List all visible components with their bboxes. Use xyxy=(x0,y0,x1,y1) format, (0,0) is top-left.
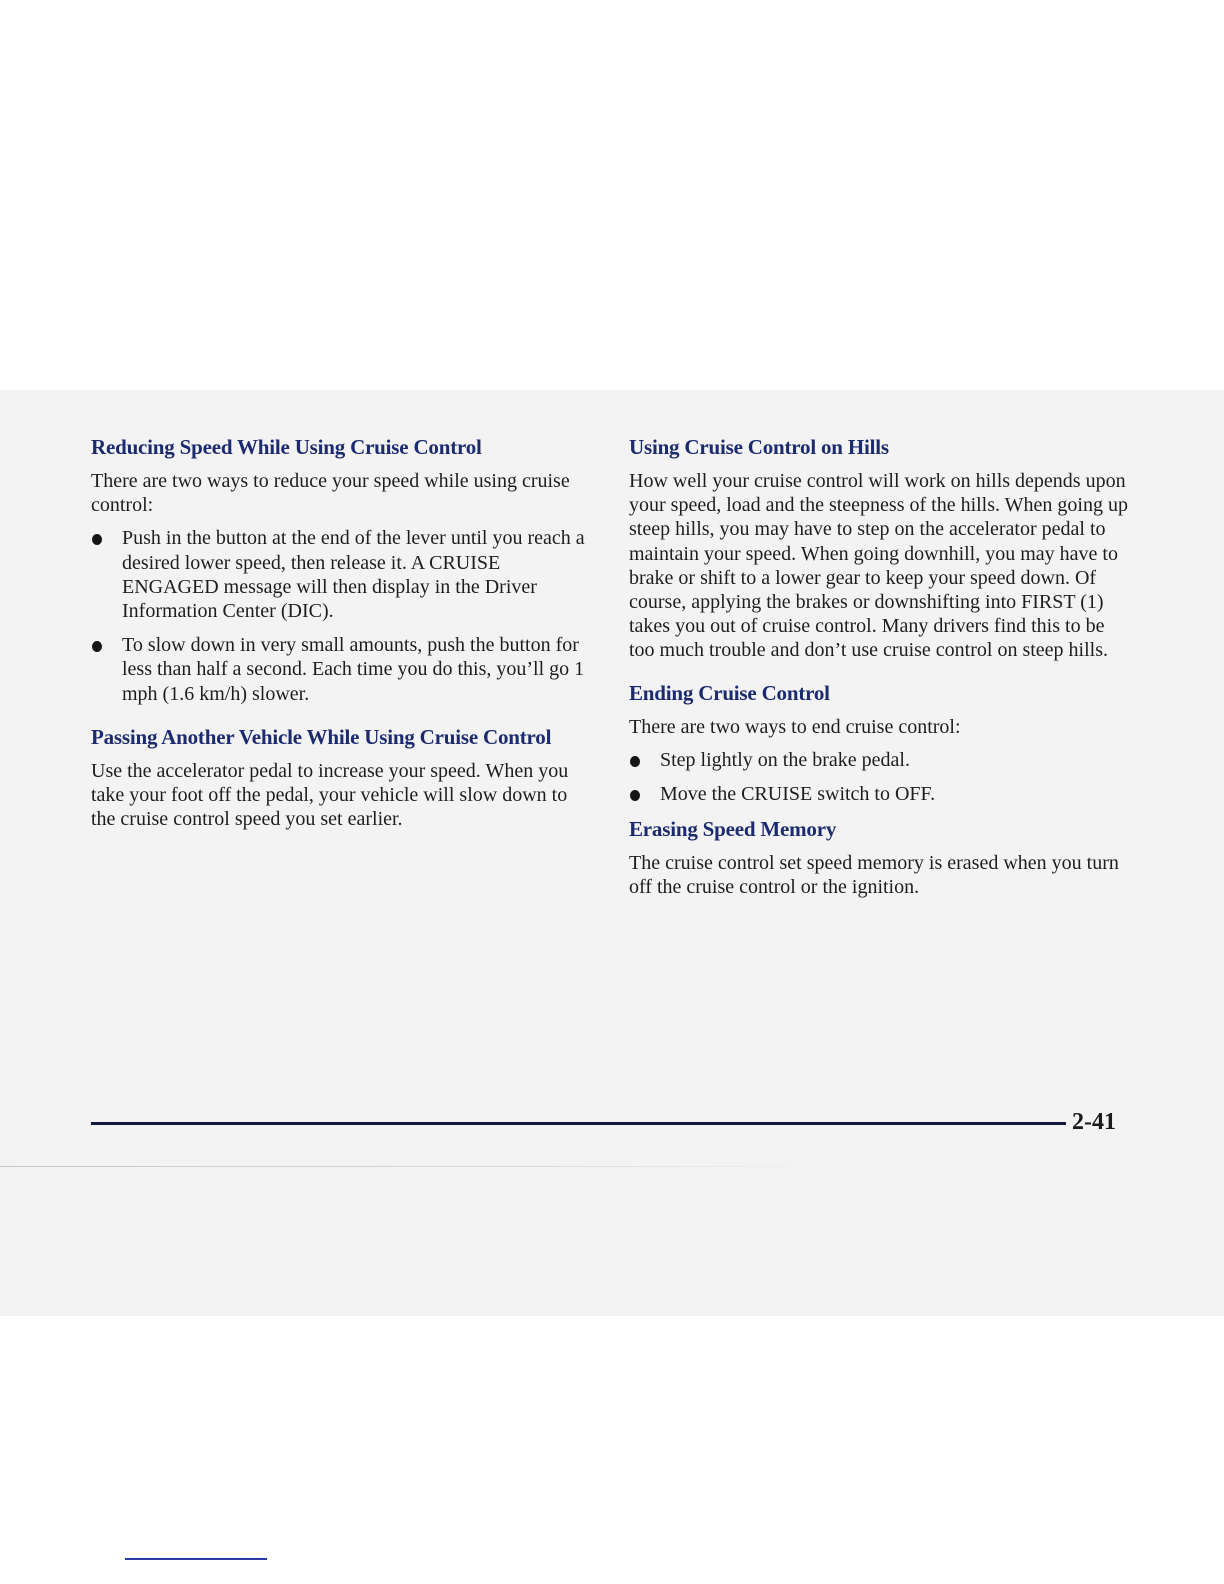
heading-cruise-hills: Using Cruise Control on Hills xyxy=(629,435,889,459)
bullet-icon xyxy=(92,534,102,545)
bottom-link-rule xyxy=(125,1558,267,1560)
erasing-memory-body: The cruise control set speed memory is erased when you turn off the cruise control or the ignition. xyxy=(629,852,1119,899)
reducing-speed-list xyxy=(91,526,591,705)
scan-artifact-line xyxy=(0,1166,840,1167)
section-spacer xyxy=(91,716,591,724)
heading-passing-vehicle: Passing Another Vehicle While Using Cruise Control xyxy=(91,724,552,749)
passing-vehicle-body: Use the accelerator pedal to increase your speed. When you take your foot off the pedal, your vehicle will slow down to the cruise control speed you set earlier. xyxy=(91,759,569,831)
ending-cruise-list xyxy=(629,748,1129,806)
footer-rule xyxy=(91,1122,1066,1125)
list-item-text: Push in the button at the end of the lever until you reach a desired lower speed, then release it. A CRUISE ENGAGED message will then display in the Driver Information Center (DIC). xyxy=(122,527,585,623)
section-spacer xyxy=(629,672,1129,680)
list-item xyxy=(629,748,1129,772)
list-item xyxy=(629,782,1129,806)
bullet-icon xyxy=(92,641,102,652)
left-column xyxy=(91,434,591,840)
right-column xyxy=(629,434,1129,909)
heading-ending-cruise: Ending Cruise Control xyxy=(629,680,830,705)
list-item xyxy=(91,633,591,706)
reducing-speed-intro: There are two ways to reduce your speed while using cruise control: xyxy=(91,470,570,517)
list-item-text: To slow down in very small amounts, push the button for less than half a second. Each time you do this, you’ll go 1 mph (1.6 km/h) slower. xyxy=(122,634,585,705)
bullet-icon xyxy=(630,756,640,767)
list-item-text: Step lightly on the brake pedal. xyxy=(660,748,910,771)
heading-reducing-speed: Reducing Speed While Using Cruise Control xyxy=(91,435,482,459)
ending-cruise-intro: There are two ways to end cruise control: xyxy=(629,715,961,738)
page-number: 2-41 xyxy=(1072,1109,1116,1135)
cruise-hills-body: How well your cruise control will work on hills depends upon your speed, load and the steepness of the hills. When going up steep hills, you may have to step on the accelerator pedal to maintain your speed. When going downhill, you may have to brake or shift to a lower gear to keep your speed down. Of course, applying the brakes or downshifting into FIRST (1) takes you out of cruise control. Many drivers find this to be too much trouble and don’t use cruise control on steep hills. xyxy=(629,470,1128,662)
heading-erasing-memory: Erasing Speed Memory xyxy=(629,817,837,842)
list-item xyxy=(91,526,591,623)
bullet-icon xyxy=(630,790,640,801)
list-item-text: Move the CRUISE switch to OFF. xyxy=(660,783,936,806)
